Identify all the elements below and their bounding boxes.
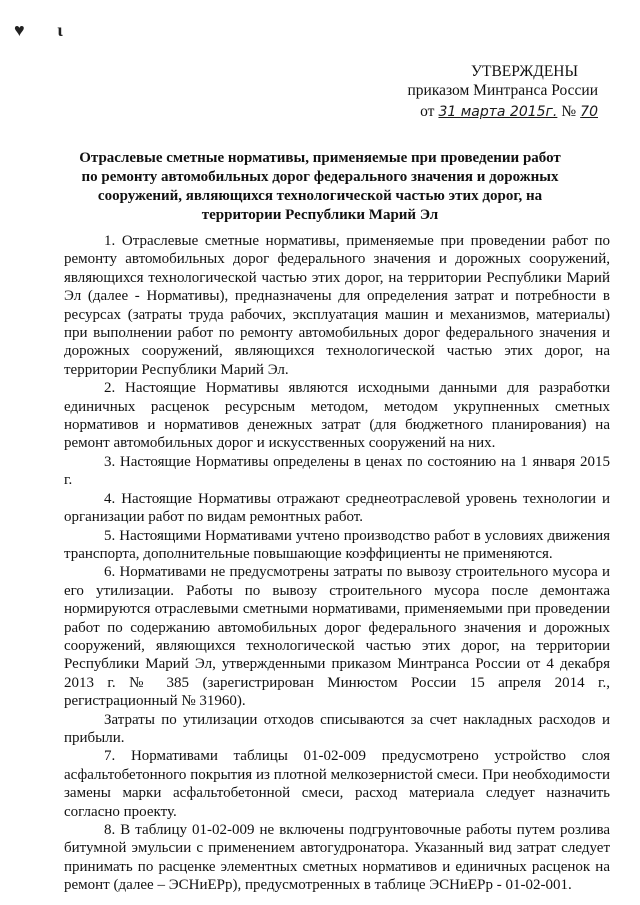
paragraph-3: 3. Настоящие Нормативы определены в ценах по состоянию на 1 января 2015 г. bbox=[64, 453, 610, 489]
document-title: Отраслевые сметные нормативы, применяемые при проведении работ по ремонту автомобильных дорог федерального значения и дорожных сооружений, являющихся технологической частью этих дорог, на территории Республики Марий Эл bbox=[79, 150, 561, 223]
paragraph-6-note: Затраты по утилизации отходов списываются за счет накладных расходов и прибыли. bbox=[64, 711, 610, 746]
approval-title: УТВЕРЖДЕНЫ bbox=[471, 63, 578, 80]
paragraph-2: 2. Настоящие Нормативы являются исходными данными для разработки единичных расценок ресурсным методом, методом укрупненных сметных нормативов и нормативов денежных затрат (для бюджетного планирования) на ремонт автомобильных дорог и искусственных сооружений на них. bbox=[64, 380, 610, 452]
handwritten-number: 70 bbox=[580, 104, 598, 120]
document-body bbox=[64, 232, 610, 895]
approval-order-line: приказом Минтранса России bbox=[407, 82, 598, 99]
paragraph-4: 4. Настоящие Нормативы отражают среднеотраслевой уровень технологии и организации работ по видам ремонтных работ. bbox=[64, 490, 610, 526]
paragraph-6: 6. Нормативами не предусмотрены затраты по вывозу строительного мусора и его утилизации. Работы по вывозу строительного мусора после демонтажа нормируются отраслевыми сметными нормативами, применяемыми при проведении работ по содержанию автомобильных дорог федерального значения и дорожных сооружений, являющихся технологической частью этих дорог, на территории Республики Марий Эл, утвержденными приказом Минтранса России от 4 декабря 2013 г. № 385 (зарегистрирован Минюстом России 15 апреля 2014 г., регистрационный № 31960). bbox=[64, 564, 610, 710]
paragraph-1: 1. Отраслевые сметные нормативы, применяемые при проведении работ по ремонту автомобильных дорог федерального значения и дорожных сооружений, являющихся технологической частью этих дорог, на территории Республики Марий Эл (далее - Нормативы), предназначены для определения затрат и потребности в ресурсах (затраты труда рабочих, эксплуатация машин и механизмов, материалы) при выполнении работ по ремонту автомобильных дорог федерального значения и дорожных сооружений, являющихся технологической частью этих дорог, на территории Республики Марий Эл. bbox=[64, 233, 610, 378]
approval-date-line bbox=[388, 102, 598, 122]
corner-ink-mark: ♥ ι bbox=[14, 20, 77, 40]
approval-block bbox=[388, 62, 598, 122]
number-prefix: № bbox=[561, 103, 577, 120]
handwritten-date: 31 марта 2015г. bbox=[438, 104, 558, 120]
paragraph-5: 5. Настоящими Нормативами учтено производство работ в условиях движения транспорта, дополнительные повышающие коэффициенты не применяются. bbox=[64, 527, 610, 562]
paragraph-7: 7. Нормативами таблицы 01-02-009 предусмотрено устройство слоя асфальтобетонного покрытия из плотной мелкозернистой смеси. При необходимости замены марки асфальтобетонной смеси, расход материала следует назначить согласно проекту. bbox=[64, 748, 610, 820]
date-prefix: от bbox=[420, 103, 435, 120]
paragraph-8: 8. В таблицу 01-02-009 не включены подгрунтовочные работы путем розлива битумной эмульсии с применением автогудронатора. Указанный вид затрат следует принимать по расценке элементных сметных нормативов и единичных расценок на ремонт (далее – ЭСНиЕРр), предусмотренных в таблице ЭСНиЕРр - 01-02-001. bbox=[64, 822, 610, 894]
